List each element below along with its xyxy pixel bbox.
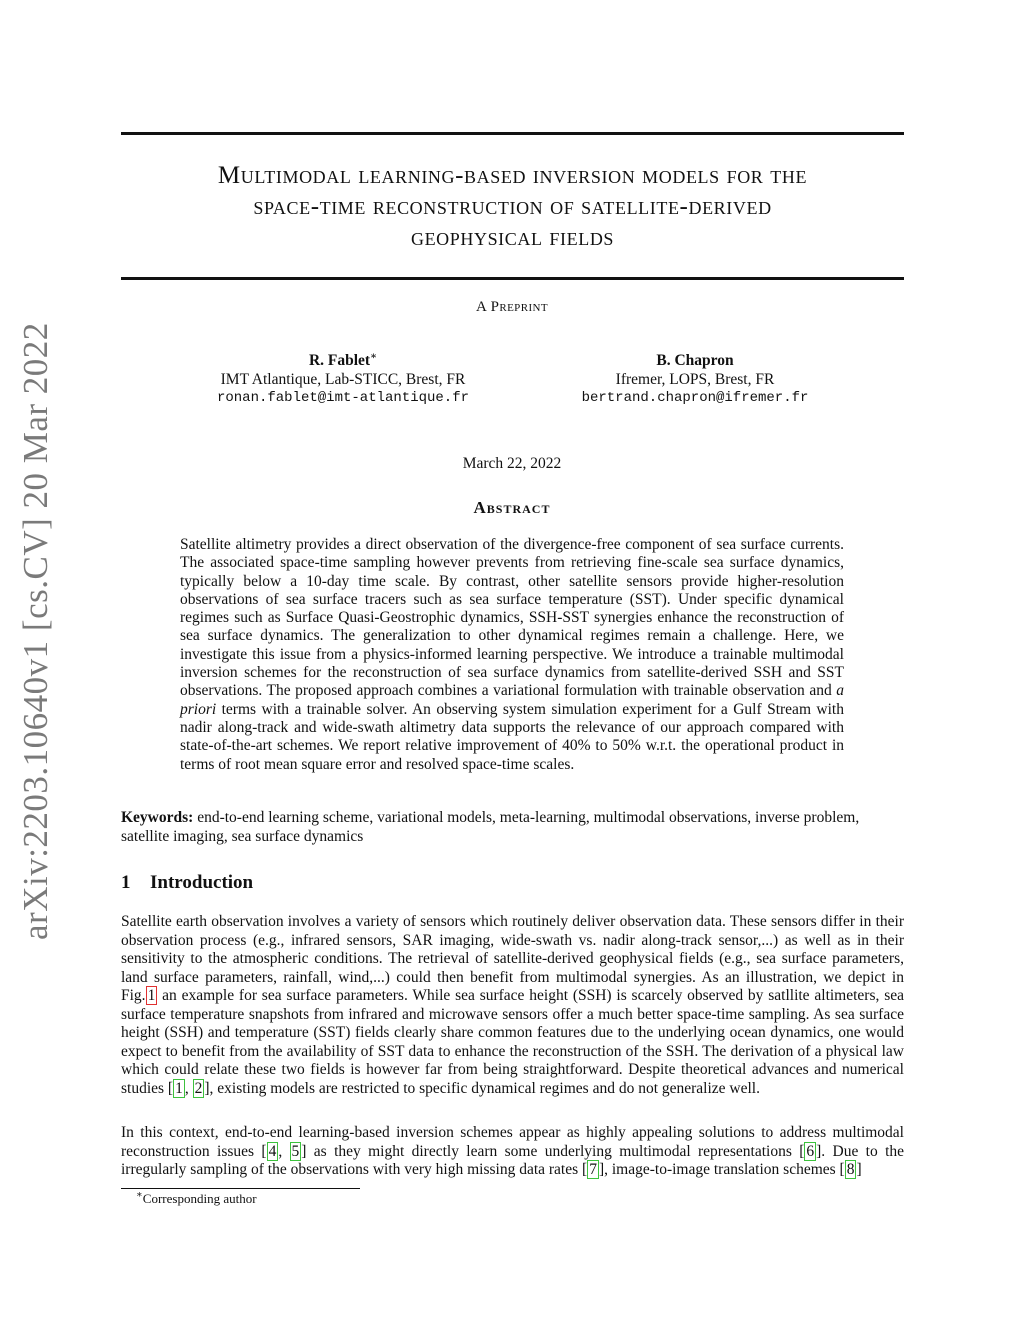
footnote-mark[interactable]: ∗ [370, 350, 378, 362]
title-bottom-rule [121, 277, 904, 280]
abstract-text: Satellite altimetry provides a direct observation of the divergence-free component of sea surface currents. The associated space-time sampling however prevents from retrieving fine-scale sea surface dynamics, typically below a 10-day time scale. By contrast, other satellite sensors provide higher-resolution observations of sea surface tracers such as sea surface temperature (SST). Under specific dynamical regimes such as Surface Quasi-Geostrophic dynamics, SSH-SST synergies enhance the reconstruction of sea surface dynamics. The generalization to other dynamical regimes remain a challenge. Here, we investigate this issue from a physics-informed learning perspective. We introduce a trainable multimodal inversion schemes for the reconstruction of sea surface dynamics from satellite-derived SSH and SST observations. The proposed approach combines a variational formulation with trainable observation and a priori terms with a trainable solver. An observing system simulation experiment for a Gulf Stream with nadir along-track and wide-swath altimetry data supports the relevance of our approach compared with state-of-the-art schemes. We report relative improvement of 40% to 50% w.r.t. the operational product in terms of root mean square error and resolved space-time scales. [180, 536, 844, 773]
footnote-mark: ∗ [136, 1189, 143, 1201]
title-line-2: space-time reconstruction of satellite-derived [253, 193, 772, 220]
keywords-text: end-to-end learning scheme, variational models, meta-learning, multimodal observations, inverse problem, satellite imaging, sea surface dynamics [121, 809, 860, 845]
author-email[interactable]: ronan.fablet@imt-atlantique.fr [216, 390, 470, 406]
keywords-label: Keywords: [121, 809, 194, 826]
citation-link[interactable]: 6 [806, 1142, 815, 1160]
citation-link[interactable]: 4 [268, 1142, 277, 1160]
citation-link[interactable]: 1 [175, 1079, 183, 1097]
intro-paragraph-2: In this context, end-to-end learning-based inversion schemes appear as highly appealing solutions to address multimodal reconstruction issues [ 4 , 5 ] as they might directly learn some underlying multimodal representations [ 6 ]. Due to the irregularly sampling of the observations with very high missing data rates [ 7 ], image-to-image translation schemes [ 8 ] [121, 1124, 905, 1178]
footnote [136, 1191, 257, 1207]
author-email[interactable]: bertrand.chapron@ifremer.fr [581, 390, 809, 406]
title-line-3: geophysical fields [410, 224, 615, 251]
keywords [121, 809, 907, 846]
section-title: Introduction [150, 872, 254, 893]
author-affiliation: IMT Atlantique, Lab-STICC, Brest, FR [220, 371, 466, 388]
author-name: B. Chapron [656, 352, 734, 369]
author-affiliation: Ifremer, LOPS, Brest, FR [615, 371, 775, 388]
paper-date: March 22, 2022 [462, 455, 562, 472]
figure-link[interactable]: 1 [147, 987, 156, 1004]
section-number: 1 [121, 872, 131, 893]
title-top-rule [121, 132, 904, 135]
section-heading-introduction [121, 872, 253, 894]
citation-link[interactable]: 5 [291, 1142, 300, 1160]
title-line-1: Multimodal learning-based inversion models for the [217, 162, 808, 189]
footnote-text: Corresponding author [142, 1191, 257, 1206]
footnote-rule [121, 1188, 360, 1189]
citation-link[interactable]: 8 [846, 1161, 855, 1178]
author-name: R. Fablet∗ [308, 350, 378, 369]
arxiv-stamp: arXiv:2203.10640v1 [cs.CV] 20 Mar 2022 [16, 322, 55, 940]
intro-paragraph-1: Satellite earth observation involves a variety of sensors which routinely deliver observation data. These sensors differ in their observation process (e.g., infrared sensors, SAR imaging, wide-swath vs. nadir along-track sensor,...) as well as in their sensitivity to the atmospheric conditions. The retrieval of satellite-derived geophysical fields (e.g., sea surface parameters, land surface parameters, rainfall, wind,...) could then benefit from multimodal synergies. As an illustration, we depict in Fig. 1 an example for sea surface parameters. While sea surface height (SSH) is scarcely observed by satllite altimeters, sea surface temperature snapshots from infrared and microwave sensors offer a much better space-time sampling. As sea surface height (SSH) and temperature (SST) fields clearly share common features due to the underlying ocean dynamics, one would expect to benefit from the availability of SST data to enhance the reconstruction of the SSH. The derivation of a physical law which could relate these two fields is however far from being straightforward. Despite theoretical advances and numerical studies [ 1 , 2 ], existing models are restricted to specific dynamical regimes and do not generalize well. [121, 913, 904, 1097]
preprint-label: A Preprint [476, 299, 548, 315]
citation-link[interactable]: 7 [589, 1161, 597, 1178]
author-block-1 [193, 351, 493, 408]
author-block-2 [545, 351, 845, 408]
abstract-heading: Abstract [473, 498, 551, 517]
paper-title [121, 160, 904, 253]
citation-link[interactable]: 2 [194, 1079, 203, 1097]
